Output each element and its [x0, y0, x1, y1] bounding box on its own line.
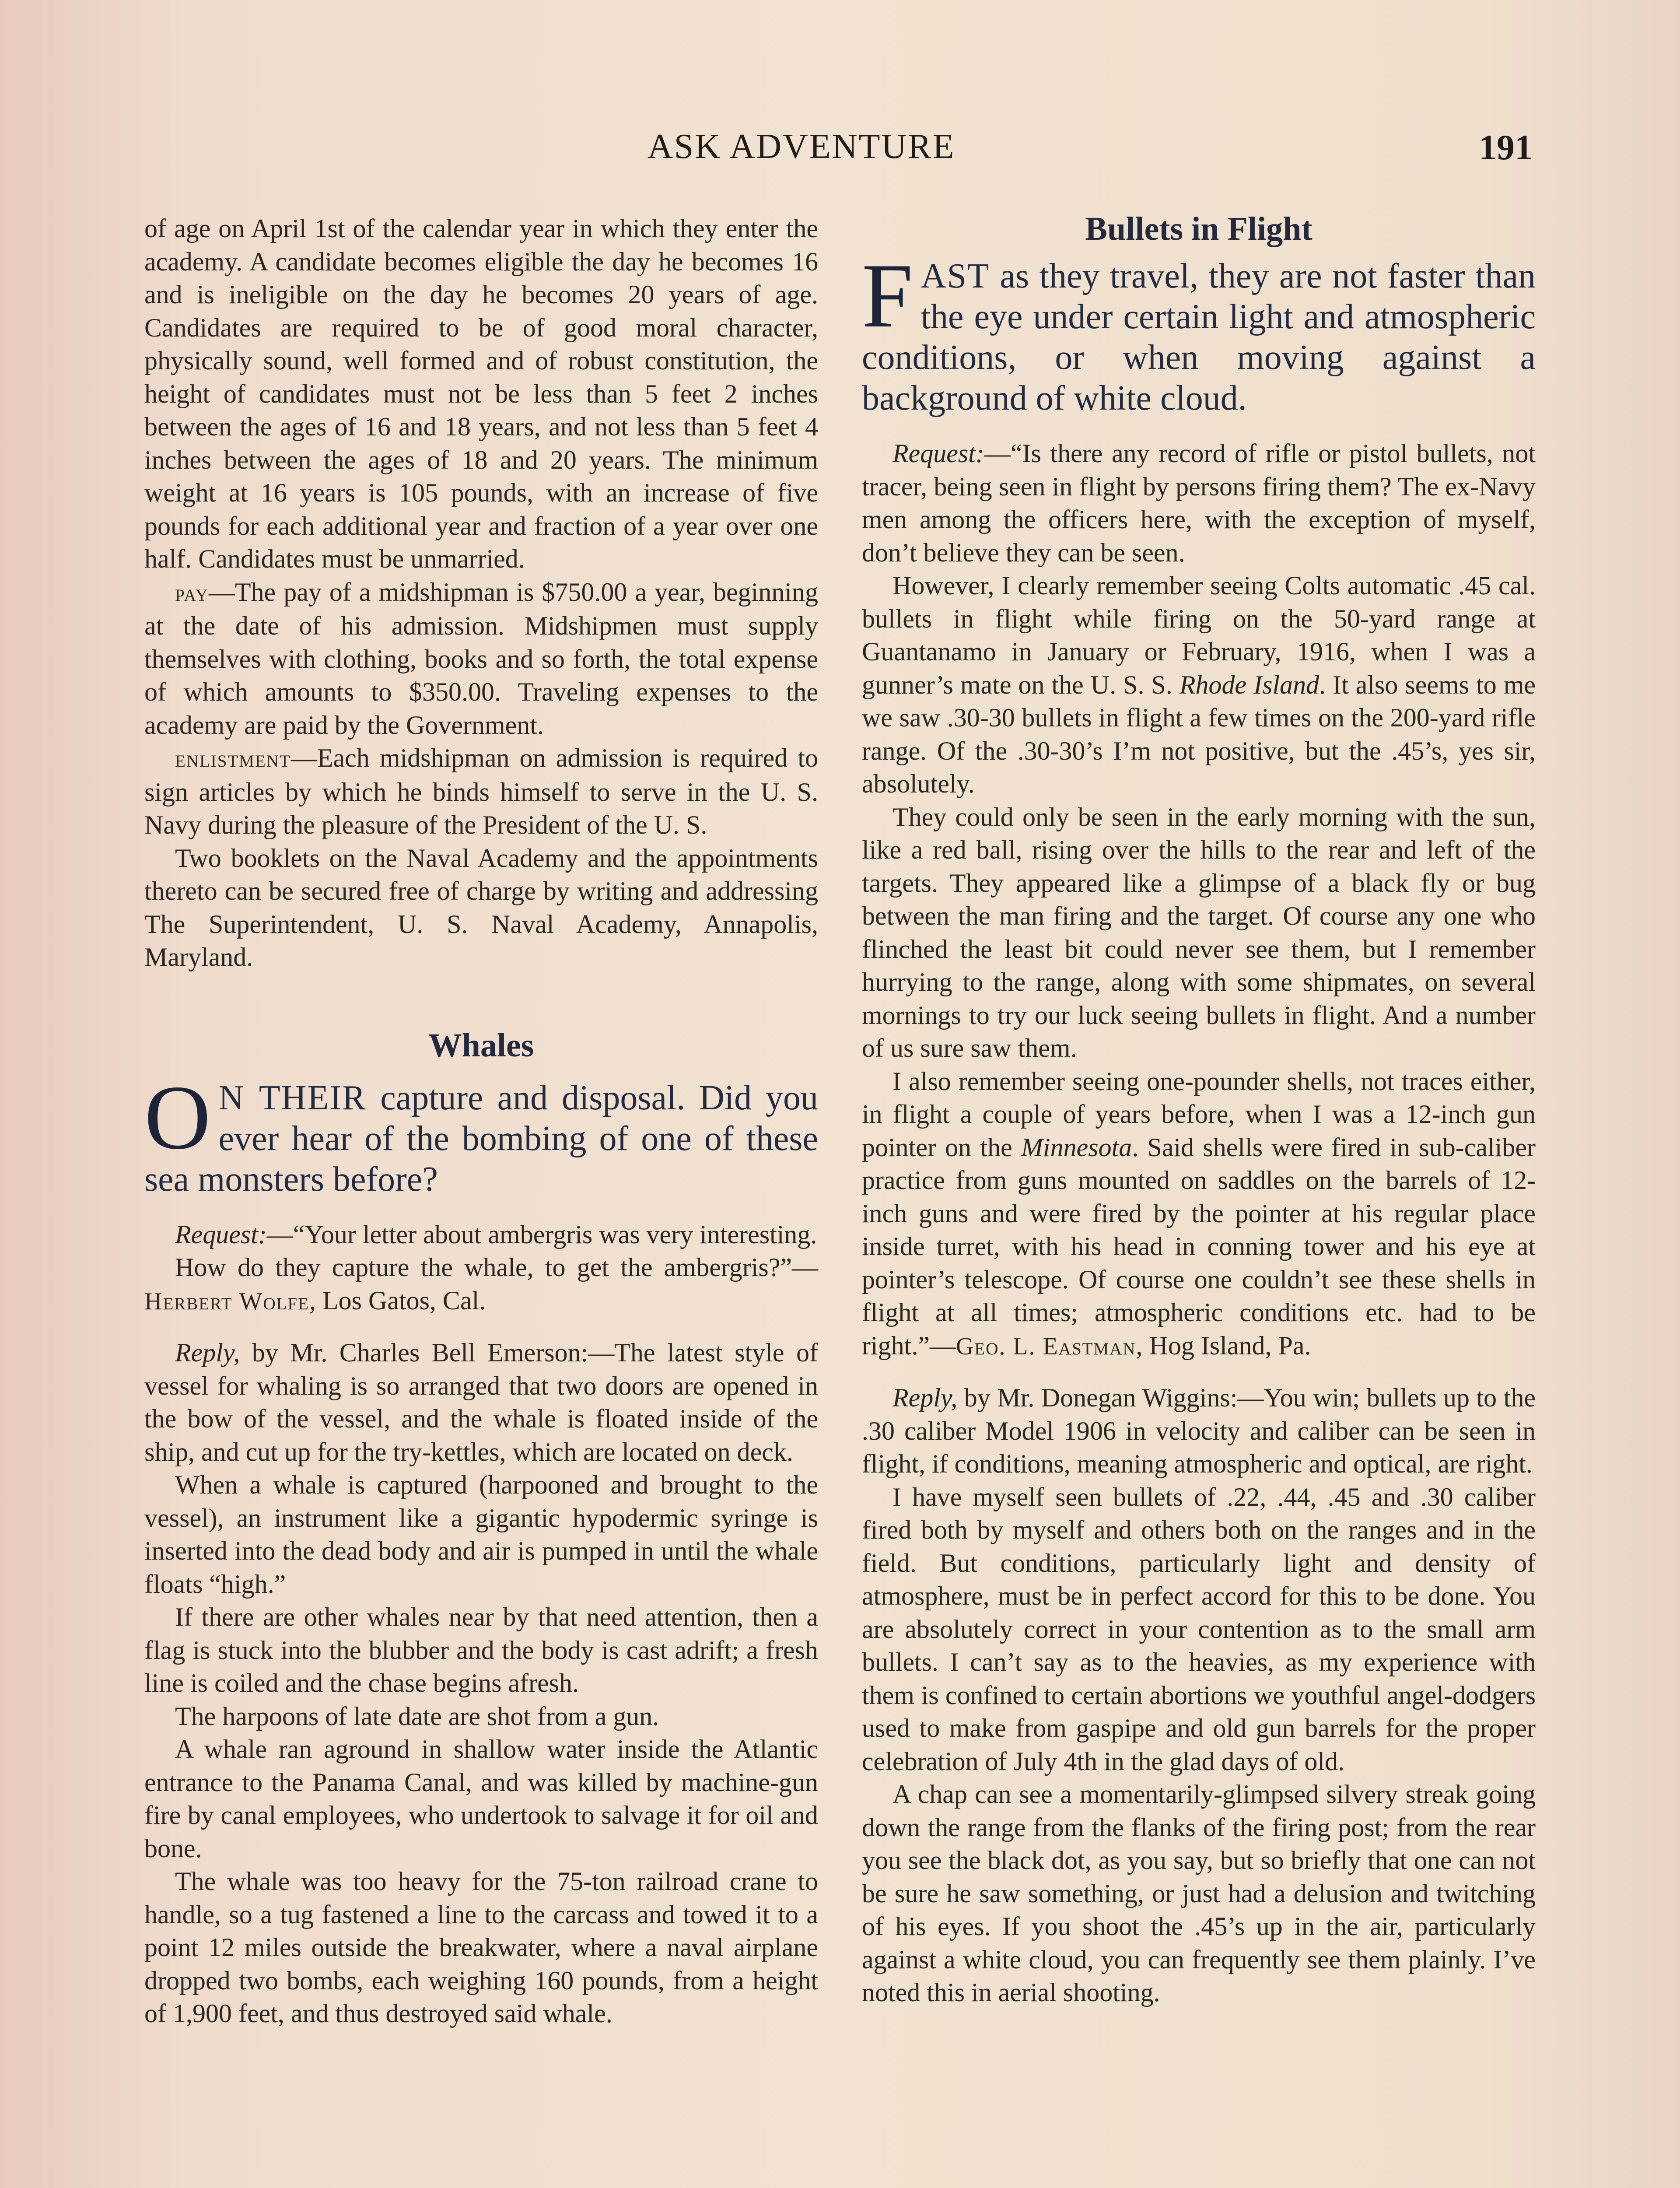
left-column [144, 212, 818, 2030]
whales-request-label: Request: [175, 1220, 267, 1249]
bullets-p4-start: I also remember seeing one-pounder shells, not traces either, in flight a couple of years before, when I was a 12-inch gun pointer on the [862, 1066, 1536, 1162]
bullets-paragraph: I have myself seen bullets of .22, .44, .45 and .30 caliber fired both by myself and others both on the ranges and in the field. But conditions, particularly light and density of atmosphere, must be in perfect accord for this to be done. You are absolutely correct in your contention as to the small arm bullets. I can’t say as to the heavies, as my experience with them is confined to certain abortions we youthful angel-dodgers used to make from gaspipe and old gun barrels for the proper celebration of July 4th in the glad days of old. [862, 1482, 1536, 1776]
ship-name-rhode-island: Rhode Island [1179, 670, 1320, 699]
enlistment-paragraph [144, 742, 818, 842]
whales-lede-caps: N THEIR [218, 1078, 367, 1117]
ship-name-minnesota: Minnesota [1021, 1133, 1132, 1162]
whales-asker-place: , Los Gatos, Cal. [309, 1286, 486, 1315]
bullets-request [862, 437, 1536, 569]
bullets-lede [862, 245, 1536, 419]
bullets-reply-text: by Mr. Donegan Wiggins:—You win; bullets up to the .30 caliber Model 1906 in velocity and caliber can be seen in flight, if conditions, meaning atmospheric and optical, are right. [862, 1383, 1536, 1478]
enlistment-text: —Each midshipman on admission is required to sign articles by which he binds himself to serve in the U. S. Navy during the pleasure of the President of the U. S. [144, 743, 818, 839]
bullets-paragraph: A chap can see a momentarily-glimpsed silvery streak going down the range from the flanks of the firing post; from the rear you see the black dot, as you say, but so briefly that one can not be sure he saw something, or just had a delusion and twitching of his eyes. If you shoot the .45’s up in the air, particularly against a white cloud, you can frequently see them plainly. I’ve noted this in aerial shooting. [862, 1780, 1536, 2007]
whales-paragraph: The whale was too heavy for the 75-ton railroad crane to handle, so a tug fastened a line to the carcass and towed it to a point 12 miles outside the breakwater, where a naval airplane dropped two bombs, each weighing 160 pounds, from a height of 1,900 feet, and thus destroyed said whale. [144, 1867, 818, 2028]
whales-request-text: —“Your letter about ambergris was very interesting. [266, 1220, 817, 1249]
whales-lede-rest: capture and disposal. Did you ever hear of the bombing of one of these sea monsters before? [144, 1078, 818, 1199]
whales-paragraph: If there are other whales near by that need attention, then a flag is stuck into the blubber and the body is cast adrift; a fresh line is coiled and the chase begins afresh. [144, 1602, 818, 1697]
whales-paragraph: The harpoons of late date are shot from a gun. [175, 1701, 659, 1731]
pay-lead: pay [175, 579, 209, 607]
page-number: 191 [1479, 127, 1533, 167]
bullets-morning-paragraph: They could only be seen in the early morning with the sun, like a red ball, rising over the hills to the rear and left of the targets. They appeared like a glimpse of a black fly or bug between the man firing and the target. Of course any one who flinched the least bit could never see them, but I remember hurrying to the range, along with some shipmates, on several mornings to try our luck seeing bullets in flight. And a number of us sure saw them. [862, 802, 1536, 1062]
bullets-p2-start: However, I clearly remember seeing Colts automatic .45 cal. bullets in flight while firing on the 50-yard range at Guantanamo in January or February, 1916, when I was a gunner’s mate on the U. S. S. [862, 571, 1536, 699]
bullets-shells-paragraph [862, 1065, 1536, 1364]
bullets-request-label: Request: [892, 439, 984, 468]
whales-question [144, 1251, 818, 1318]
bullets-p2-end: . It also seems to me we saw .30-30 bullets in flight a few times on the 200-yard rifle range. Of the .30-30’s I’m not positive, but the .45’s, yes sir, absolutely. [862, 670, 1536, 798]
enlistment-lead: enlistment [175, 745, 291, 772]
whales-dropcap: O [144, 1066, 211, 1168]
running-head: ASK ADVENTURE [648, 127, 956, 166]
bullets-asker-place: , Hog Island, Pa. [1136, 1331, 1311, 1360]
bullets-reply [862, 1382, 1536, 1481]
bullets-title: Bullets in Flight [1085, 210, 1312, 247]
bullets-lede-rest: as they travel, they are not faster than the eye under certain light and atmospheric conditions, or when moving against a background of white cloud. [862, 257, 1536, 417]
bullets-guantanamo-paragraph [862, 569, 1536, 801]
bullets-reply-label: Reply, [892, 1383, 958, 1412]
whales-reply-label: Reply, [175, 1338, 240, 1367]
bullets-request-text: —“Is there any record of rifle or pistol bullets, not tracer, being seen in flight by persons firing them? The ex-Navy men among the officers here, with the exception of myself, don’t believe they can be seen. [862, 439, 1536, 567]
whales-paragraph: When a whale is captured (harpooned and brought to the vessel), an instrument like a gigantic hypodermic syringe is inserted into the dead body and air is pumped in until the whale floats “high.” [144, 1470, 818, 1599]
bullets-dropcap: F [862, 245, 913, 347]
bullets-asker: Geo. L. Eastman [956, 1332, 1136, 1360]
bullets-lede-caps: AST [920, 257, 990, 295]
whales-title: Whales [428, 1027, 534, 1064]
whales-reply-text: by Mr. Charles Bell Emerson:—The latest style of vessel for whaling is so arranged that two doors are opened in the bow of the vessel, and the whale is floated inside of the ship, and cut up for the try-kettles, which are located on deck. [144, 1338, 818, 1466]
whales-reply [144, 1336, 818, 1469]
booklets-paragraph: Two booklets on the Naval Academy and the appointments thereto can be secured free of charge by writing and addressing The Superintendent, U. S. Naval Academy, Annapolis, Maryland. [144, 843, 818, 971]
whales-request [144, 1218, 818, 1252]
pay-text: —The pay of a midshipman is $750.00 a year, beginning at the date of his admission. Midshipmen must supply themselves with clothing, books and so forth, the total expense of which amounts to $350.00. Traveling expenses to the academy are paid by the Government. [144, 577, 818, 740]
bullets-p4-end: . Said shells were fired in sub-caliber practice from guns mounted on saddles on the barrels of 12-inch guns and were fired by the pointer at his regular place inside turret, with his head in conning tower and his eye at pointer’s telescope. Of course one couldn’t see these shells in flight at all times; atmospheric conditions etc. had to be right.”— [862, 1133, 1536, 1360]
whales-paragraph: A whale ran aground in shallow water inside the Atlantic entrance to the Panama Canal, and was killed by machine-gun fire by canal employees, who undertook to salvage it for oil and bone. [144, 1735, 818, 1863]
right-column [862, 210, 1536, 2009]
pay-paragraph [144, 576, 818, 742]
academy-eligibility-paragraph: of age on April 1st of the calendar year in which they enter the academy. A candidate becomes eligible the day he becomes 16 and is ineligible on the day he becomes 20 years of age. Candidates are required to be of good moral character, physically sound, well formed and of robust constitution, the height of candidates must not be less than 5 feet 2 inches between the ages of 16 and 18 years, and not less than 5 feet 4 inches between the ages of 18 and 20 years. The minimum weight at 16 years is 105 pounds, with an increase of five pounds for each additional year and fraction of a year over one half. Candidates must be unmarried. [144, 214, 818, 573]
whales-question-text: How do they capture the whale, to get the ambergris?”— [175, 1253, 818, 1282]
whales-lede [144, 1066, 818, 1200]
whales-asker: Herbert Wolfe [144, 1287, 309, 1315]
